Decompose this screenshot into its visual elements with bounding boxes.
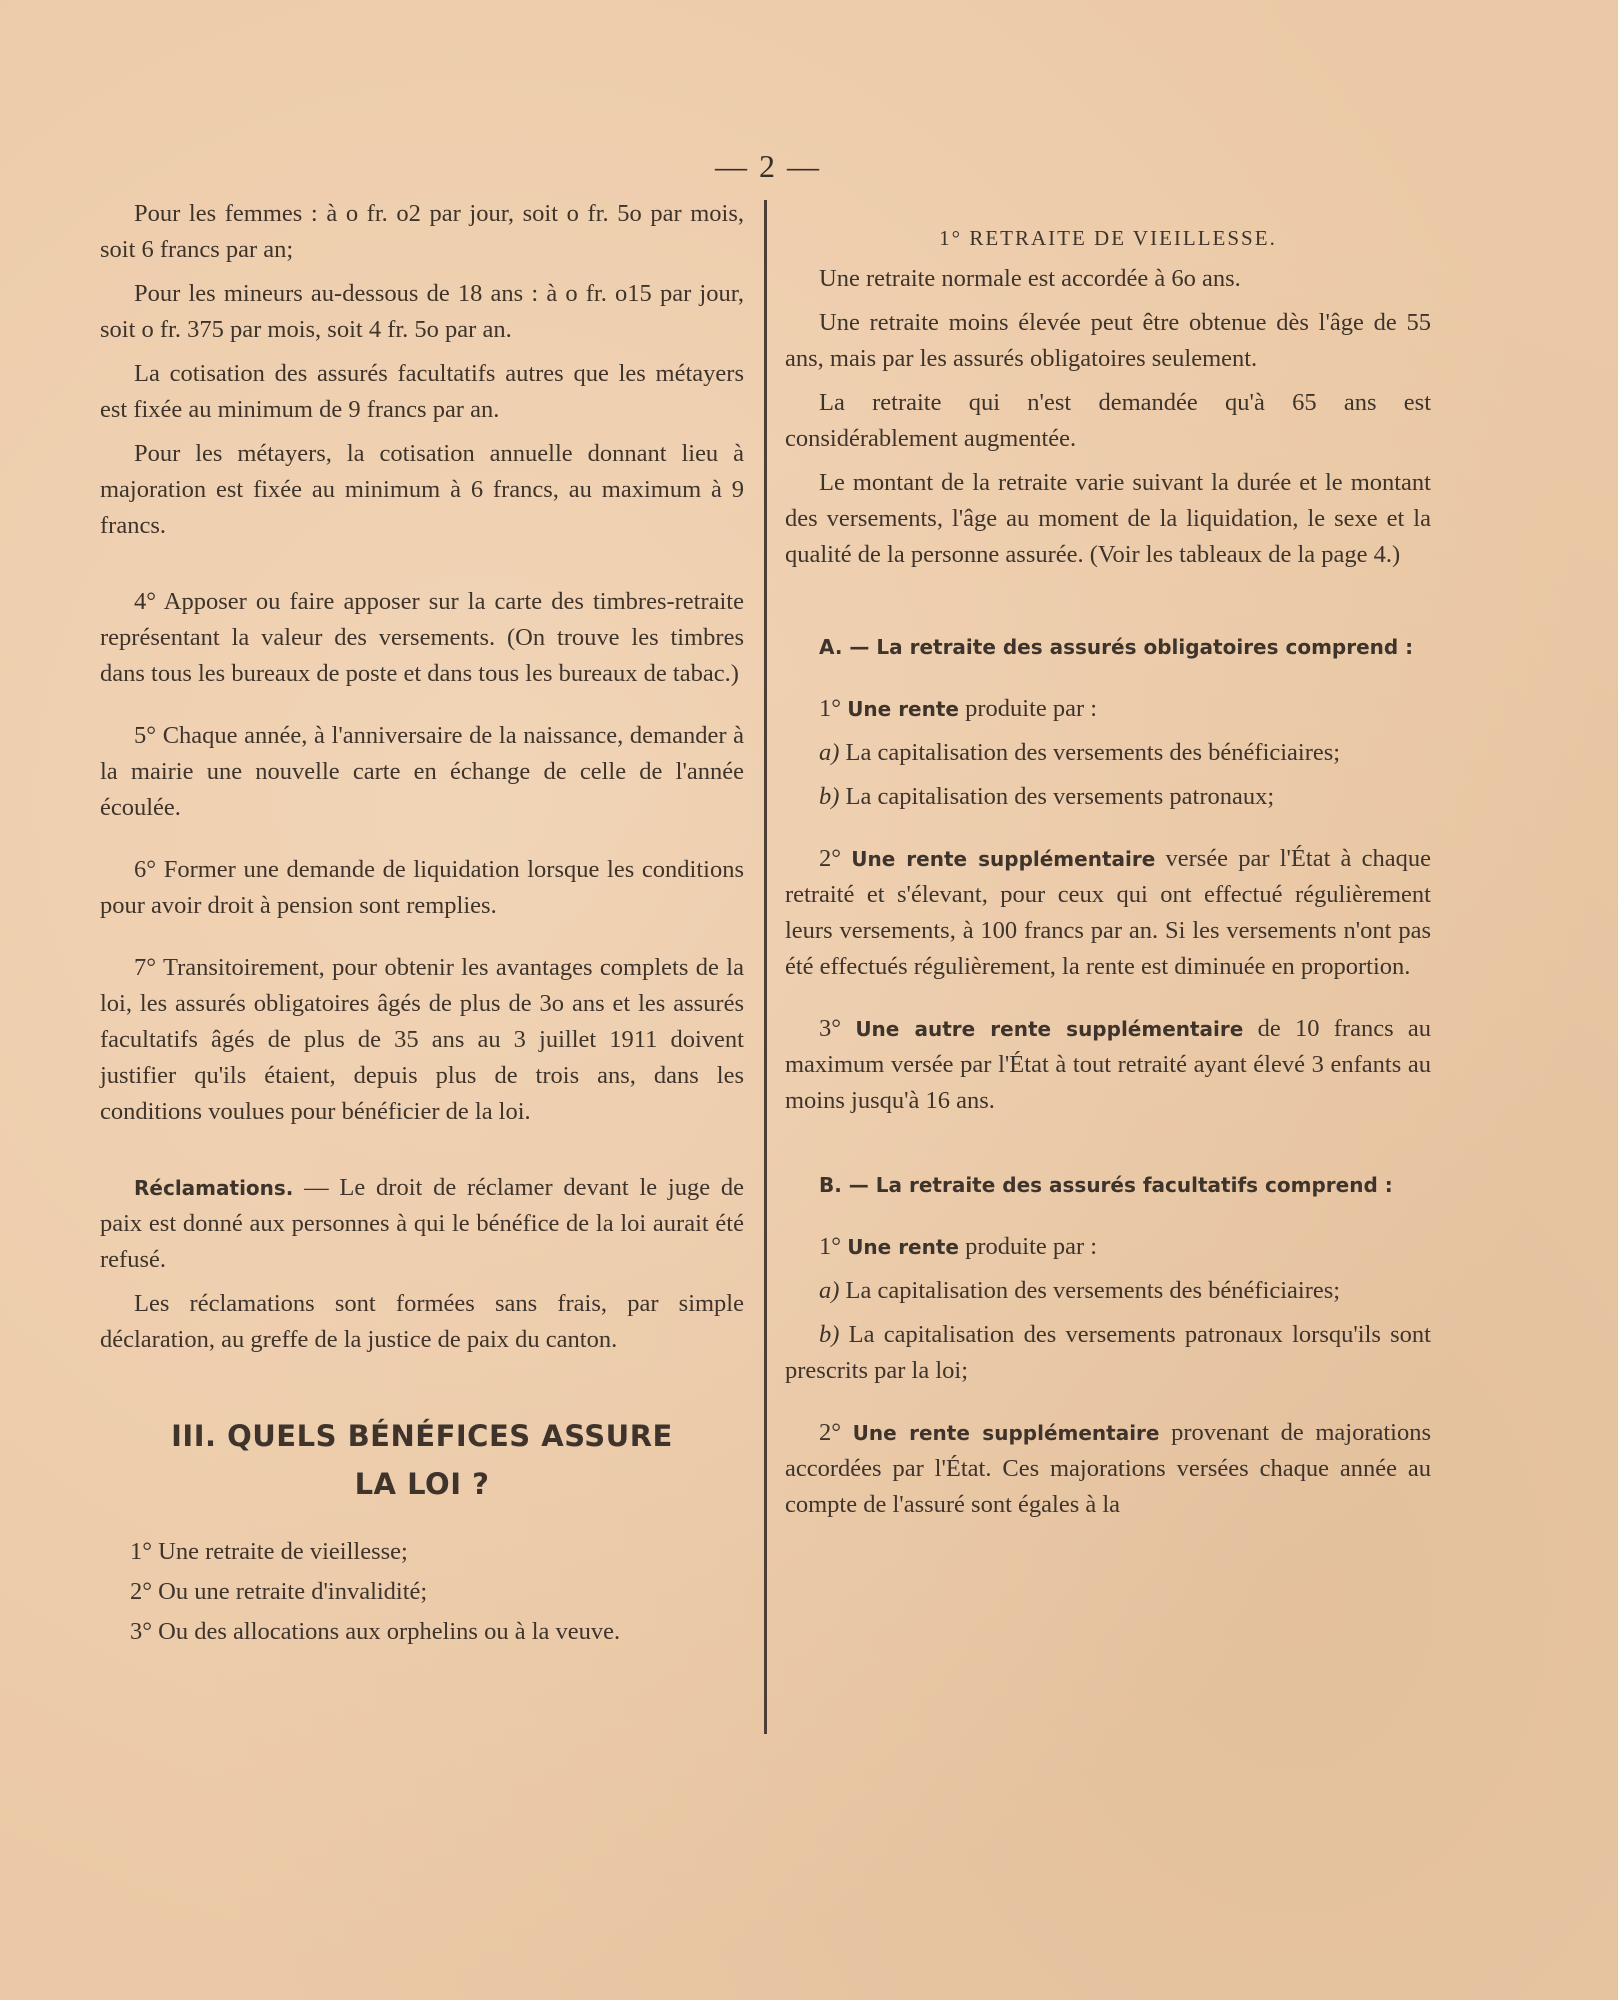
paragraph-optional-insured: La cotisation des assurés facultatifs autres que les métayers est fixée au minimum de 9 francs par an. (100, 360, 744, 423)
column-divider (764, 200, 767, 1734)
paragraph-step-5: 5° Chaque année, à l'anniversaire de la naissance, demander à la mairie une nouvelle carte en échange de celle de l'année écoulée. (100, 722, 744, 821)
item-a2: 2° Une rente supplémentaire versée par l'État à chaque retraité et s'élevant, pour ceux qui ont effectué régulièrement leurs versements, à 100 francs par an. Si les versements n'ont pas été effectués régulièrement, la rente est diminuée en proportion. (785, 845, 1431, 980)
paragraph-sharecroppers: Pour les métayers, la cotisation annuelle donnant lieu à majoration est fixée au minimum à 6 francs, au maximum à 9 francs. (100, 440, 744, 539)
benefit-item-3: 3° Ou des allocations aux orphelins ou à la veuve. (130, 1618, 621, 1645)
reclamations-text: — Le droit de réclamer devant le juge de paix est donné aux personnes à qui le bénéfice de la loi aurait été refusé. (100, 1174, 744, 1273)
paragraph-amount: Le montant de la retraite varie suivant la durée et le montant des versements, l'âge au moment de la liquidation, le sexe et la qualité de la personne assurée. (Voir les tableaux de la page 4.) (785, 469, 1431, 568)
item-b-a: a) La capitalisation des versements des bénéficiaires; (819, 1277, 1341, 1304)
item-a-b: b) La capitalisation des versements patronaux; (819, 783, 1275, 810)
benefit-item-1: 1° Une retraite de vieillesse; (130, 1538, 408, 1565)
paragraph-minors-contribution: Pour les mineurs au-dessous de 18 ans : à o fr. o15 par jour, soit o fr. 375 par mois, soit 4 fr. 5o par an. (100, 280, 744, 343)
reclamations-label: Réclamations. (134, 1176, 294, 1200)
heading-b: B. — La retraite des assurés facultatifs comprend : (819, 1173, 1393, 1197)
paragraph-step-7: 7° Transitoirement, pour obtenir les avantages complets de la loi, les assurés obligatoires âgés de plus de 3o ans et les assurés facultatifs âgés de plus de 35 ans au 3 juillet 1911 doivent justifier qu'ils étaient, depuis plus de trois ans, dans les conditions voulues pour bénéficier de la loi. (100, 954, 744, 1125)
paragraph-step-6: 6° Former une demande de liquidation lorsque les conditions pour avoir droit à pension sont remplies. (100, 856, 744, 919)
item-a1: 1° Une rente produite par : (819, 695, 1098, 722)
benefit-item-2: 2° Ou une retraite d'invalidité; (130, 1578, 428, 1605)
page-number: — 2 — (715, 148, 821, 184)
paragraph-step-4: 4° Apposer ou faire apposer sur la carte des timbres-retraite représentant la valeur des versements. (On trouve les timbres dans tous les bureaux de poste et dans tous les bureaux de tabac.) (100, 588, 744, 687)
item-b2: 2° Une rente supplémentaire provenant de majorations accordées par l'État. Ces majorations versées chaque année au compte de l'assuré sont égales à la (785, 1419, 1431, 1518)
section-title-line-2: LA LOI ? (354, 1467, 490, 1501)
paragraph-normal-retirement: Une retraite normale est accordée à 6o ans. (819, 265, 1241, 292)
item-b-b: b) La capitalisation des versements patronaux lorsqu'ils sont prescrits par la loi; (785, 1321, 1431, 1384)
subheading-retirement: 1° RETRAITE DE VIEILLESSE. (939, 226, 1277, 250)
section-title-line-1: III. QUELS BÉNÉFICES ASSURE (171, 1419, 673, 1453)
right-column (785, 196, 1431, 1523)
item-a3: 3° Une autre rente supplémentaire de 10 francs au maximum versée par l'État à tout retraité ayant élevé 3 enfants au moins jusqu'à 16 ans. (785, 1015, 1431, 1114)
paragraph-early-retirement: Une retraite moins élevée peut être obtenue dès l'âge de 55 ans, mais par les assurés obligatoires seulement. (785, 309, 1431, 372)
left-column (100, 196, 744, 1652)
item-b1: 1° Une rente produite par : (819, 1233, 1098, 1260)
paragraph-reclamations-2: Les réclamations sont formées sans frais, par simple déclaration, au greffe de la justice de paix du canton. (100, 1290, 744, 1353)
item-a-a: a) La capitalisation des versements des bénéficiaires; (819, 739, 1341, 766)
paragraph-late-retirement: La retraite qui n'est demandée qu'à 65 ans est considérablement augmentée. (785, 389, 1431, 452)
section-title (100, 1412, 744, 1508)
heading-a: A. — La retraite des assurés obligatoires comprend : (819, 635, 1414, 659)
paragraph-reclamations (100, 1170, 744, 1278)
paragraph-women-contribution: Pour les femmes : à o fr. o2 par jour, soit o fr. 5o par mois, soit 6 francs par an; (100, 200, 744, 263)
